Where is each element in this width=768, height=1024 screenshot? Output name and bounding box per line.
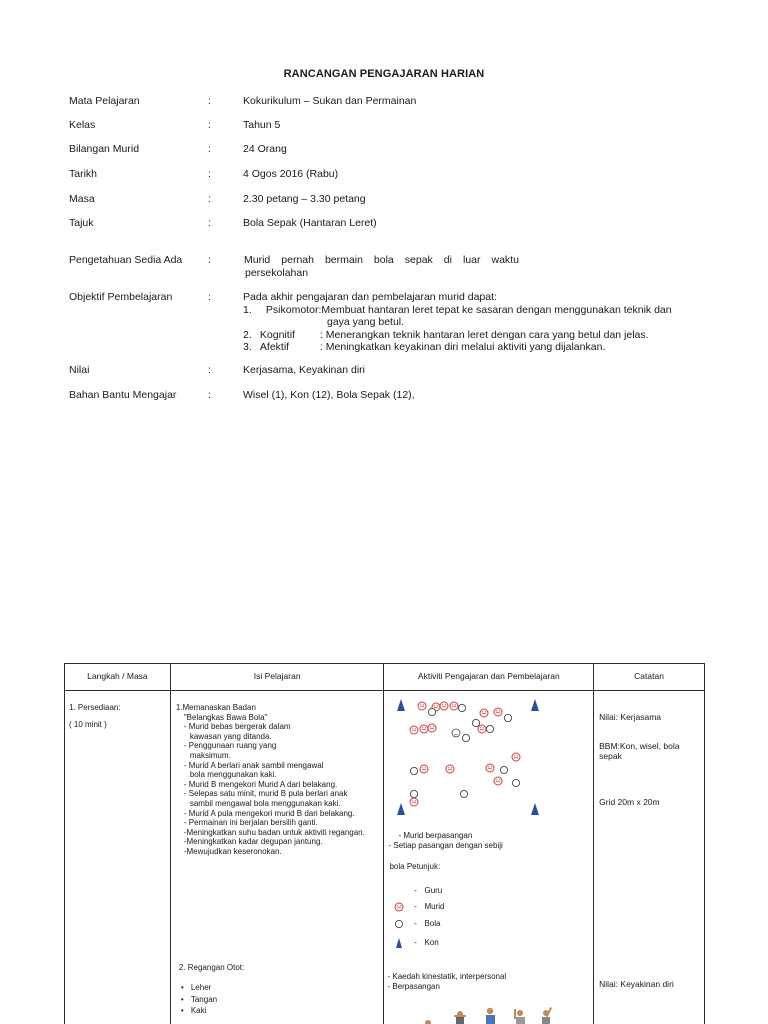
pupil-face-icon — [410, 798, 418, 806]
pupil-face-icon — [410, 726, 418, 734]
cone-icon — [397, 803, 405, 815]
pupil-face-icon — [452, 729, 460, 737]
legend-row-pupil — [392, 902, 444, 912]
players-group — [410, 702, 520, 806]
colon: : — [208, 193, 211, 205]
word: waktu — [491, 254, 519, 266]
legend-label: Murid — [424, 902, 445, 912]
pupil-face-icon — [480, 709, 488, 717]
ball-icon — [461, 790, 468, 797]
legend-label: Bola — [424, 919, 441, 929]
objective-sep: : — [318, 303, 322, 316]
content-line: maksimum. — [189, 750, 231, 760]
notes-cell — [594, 691, 705, 1024]
objective-text: Membuat hantaran leret tepat ke sasaran dengan menggunakan teknik dan — [321, 303, 672, 316]
content-line: -Meningkatkan kadar degupan jantung. — [183, 837, 323, 847]
legend-row-teacher — [392, 886, 442, 896]
prior-knowledge-label: Pengetahuan Sedia Ada — [69, 254, 183, 266]
topic-value: Bola Sepak (Hantaran Leret) — [243, 217, 377, 229]
objective-number: 3. — [243, 341, 252, 353]
colon: : — [208, 95, 211, 107]
stretch-figure-icon — [425, 1020, 446, 1024]
step-name: 1. Persediaan: — [69, 703, 121, 712]
pupil-face-icon — [440, 702, 448, 710]
pupil-face-icon — [418, 702, 426, 710]
lesson-table — [64, 663, 705, 1024]
objectives-intro: Pada akhir pengajaran dan pembelajaran murid dapat: — [243, 291, 497, 303]
colon: : — [208, 143, 211, 155]
ball-icon — [487, 725, 494, 732]
word: pernah — [281, 254, 314, 266]
stretch-figure-icon — [542, 1007, 552, 1024]
header-notes: Catatan — [594, 664, 705, 691]
stretch-list — [181, 983, 217, 1016]
ball-icon — [505, 714, 512, 721]
objective-sep: : — [319, 328, 323, 341]
prior-knowledge-line2: persekolahan — [245, 266, 309, 279]
colon: : — [208, 389, 211, 401]
stretch-illustrations — [422, 1005, 562, 1024]
word: bermain — [324, 254, 363, 266]
content-cell — [170, 691, 384, 1024]
word: bola — [373, 254, 394, 266]
pupils-value: 24 Orang — [243, 143, 287, 155]
pupil-face-icon — [512, 753, 520, 761]
ball-icon — [429, 708, 436, 715]
ball-icon — [392, 919, 406, 929]
content-line: - Permainan ini berjalan bersilih ganti. — [183, 818, 318, 828]
legend-row-ball — [392, 919, 440, 929]
colon: : — [208, 291, 211, 303]
values-label: Nilai — [69, 364, 90, 376]
stretch-item: • Kaki — [181, 1006, 217, 1016]
field-diagram — [384, 691, 594, 821]
objective-key: Kognitif — [259, 328, 295, 341]
header-activity: Aktiviti Pengajaran dan Pembelajaran — [384, 664, 594, 691]
header-step: Langkah / Masa — [65, 664, 171, 691]
cone-icon — [531, 803, 539, 815]
cone-icon — [392, 937, 406, 949]
word: Murid — [244, 254, 271, 266]
objective-item — [243, 341, 713, 354]
objective-number: 2. — [243, 328, 252, 341]
content-line: - Murid A pula mengekori murid B dari belakang. — [183, 808, 355, 818]
objectives-value — [243, 291, 713, 354]
pupil-face-icon — [446, 765, 454, 773]
colon: : — [208, 364, 211, 376]
colon: : — [208, 119, 211, 131]
date-value: 4 Ogos 2016 (Rabu) — [243, 168, 339, 180]
objective-text: Menerangkan teknik hantaran leret dengan cara yang betul dan jelas. — [325, 328, 649, 341]
word: luar — [462, 254, 481, 266]
notes-grid: Grid 20m x 20m — [599, 797, 660, 807]
warmup-content — [176, 703, 384, 857]
content-line: - Murid A berlari anak sambil mengawal — [183, 760, 324, 770]
content-line: - Murid B mengekori Murid A dari belakang. — [183, 779, 338, 789]
content-line: bola menggunakan kaki. — [189, 770, 277, 780]
activity-pair-text — [388, 831, 502, 850]
content-line: sambil mengawal bola menggunakan kaki. — [189, 798, 341, 808]
notes-value: Nilai: Kerjasama — [599, 712, 662, 722]
subject-value: Kokurikulum – Sukan dan Permainan — [243, 95, 417, 107]
activity-line: - Kaedah kinestatik, interpersonal — [387, 972, 507, 981]
pupil-face-icon — [420, 765, 428, 773]
ball-icon — [411, 790, 418, 797]
notes-value-2: Nilai: Keyakinan diri — [599, 979, 674, 989]
pupil-face-icon — [494, 708, 502, 716]
step-duration: ( 10 minit ) — [69, 719, 107, 729]
pupil-face-icon — [450, 702, 458, 710]
class-label: Kelas — [69, 119, 96, 131]
stretch-item: • Tangan — [181, 995, 217, 1005]
colon: : — [208, 168, 211, 180]
ball-icon — [473, 719, 480, 726]
aids-label: Bahan Bantu Mengajar — [69, 389, 177, 401]
subject-label: Mata Pelajaran — [69, 95, 140, 107]
ball-icon — [501, 766, 508, 773]
values-value: Kerjasama, Keyakinan diri — [243, 364, 365, 376]
objective-item-cont: gaya yang betul. — [327, 316, 405, 328]
objective-key: Afektif — [259, 341, 290, 353]
pupil-face-icon — [478, 725, 486, 733]
prior-knowledge-line1 — [244, 254, 519, 267]
ball-icon — [411, 767, 418, 774]
stretch-figure-icon — [486, 1008, 495, 1024]
pupil-face-icon — [428, 724, 436, 732]
stretch-figure-icon — [454, 1011, 466, 1024]
content-line: - Selepas satu minit, murid B pula berlari anak — [183, 789, 348, 799]
aids-value: Wisel (1), Kon (12), Bola Sepak (12), — [243, 389, 415, 401]
legend-title: bola Petunjuk: — [389, 862, 441, 871]
legend-dash: - — [414, 938, 417, 948]
pupil-face-icon — [494, 777, 502, 785]
pupil-face-icon — [420, 725, 428, 733]
colon: : — [208, 217, 211, 229]
objective-item — [243, 329, 713, 342]
objective-sep: : — [319, 341, 323, 353]
legend-dash: - — [414, 902, 417, 912]
activity-method-text — [387, 972, 506, 992]
date-label: Tarikh — [69, 168, 98, 180]
prior-knowledge-value — [243, 254, 693, 279]
word: sepak — [404, 254, 433, 266]
ball-icon — [463, 734, 470, 741]
colon: : — [208, 254, 211, 266]
cone-icon — [397, 699, 405, 711]
notes-aids-line: sepak — [599, 751, 622, 761]
activity-line: - Murid berpasangan — [398, 831, 473, 840]
ball-icon — [513, 779, 520, 786]
stretch-figure-icon — [514, 1009, 525, 1024]
legend-dash: - — [414, 919, 417, 929]
legend-dash: - — [414, 886, 417, 895]
pupils-label: Bilangan Murid — [69, 143, 140, 155]
header-content: Isi Pelajaran — [170, 664, 384, 691]
content-line: kawasan yang ditanda. — [189, 731, 272, 741]
notes-aids — [599, 741, 679, 761]
time-label: Masa — [69, 193, 95, 205]
time-value: 2.30 petang – 3.30 petang — [243, 193, 366, 205]
word: di — [443, 254, 452, 266]
pupil-face-icon — [486, 764, 494, 772]
stretch-title: 2. Regangan Otot: — [178, 963, 245, 972]
ball-icon — [459, 704, 466, 711]
pupil-face-icon — [392, 902, 406, 912]
step-cell — [65, 691, 171, 1024]
legend-row-cone — [392, 937, 438, 949]
content-line: -Meningkatkan suhu badan untuk aktiviti regangan. — [183, 827, 365, 837]
content-line: "Belangkas Bawa Bola" — [183, 712, 268, 722]
objective-text: Meningkatkan keyakinan diri melalui aktiviti yang dijalankan. — [325, 341, 606, 353]
activity-line: - Berpasangan — [387, 982, 440, 991]
activity-line: - Setiap pasangan dengan sebiji — [388, 840, 503, 850]
topic-label: Tajuk — [69, 217, 94, 229]
document-title: RANCANGAN PENGAJARAN HARIAN — [283, 68, 485, 80]
content-line: 1.Memanaskan Badan — [175, 703, 256, 712]
legend-label: Kon — [424, 938, 439, 948]
content-line: - Penggunaan ruang yang — [183, 741, 277, 751]
cone-icon — [531, 699, 539, 711]
stretch-item: • Leher — [181, 983, 217, 993]
class-value: Tahun 5 — [243, 119, 281, 131]
objectives-label: Objektif Pembelajaran — [69, 291, 173, 303]
content-line: - Murid bebas bergerak dalam — [183, 722, 291, 732]
objective-key: Psikomotor — [265, 303, 319, 316]
content-line: -Mewujudkan keseronokan. — [183, 846, 282, 856]
legend-label: Guru — [424, 886, 443, 895]
objective-number: 1. — [243, 303, 252, 316]
step-text — [69, 703, 121, 729]
activity-cell — [384, 691, 594, 1024]
objective-item — [243, 304, 713, 317]
notes-aids-line: BBM:Kon, wisel, bola — [599, 741, 680, 751]
